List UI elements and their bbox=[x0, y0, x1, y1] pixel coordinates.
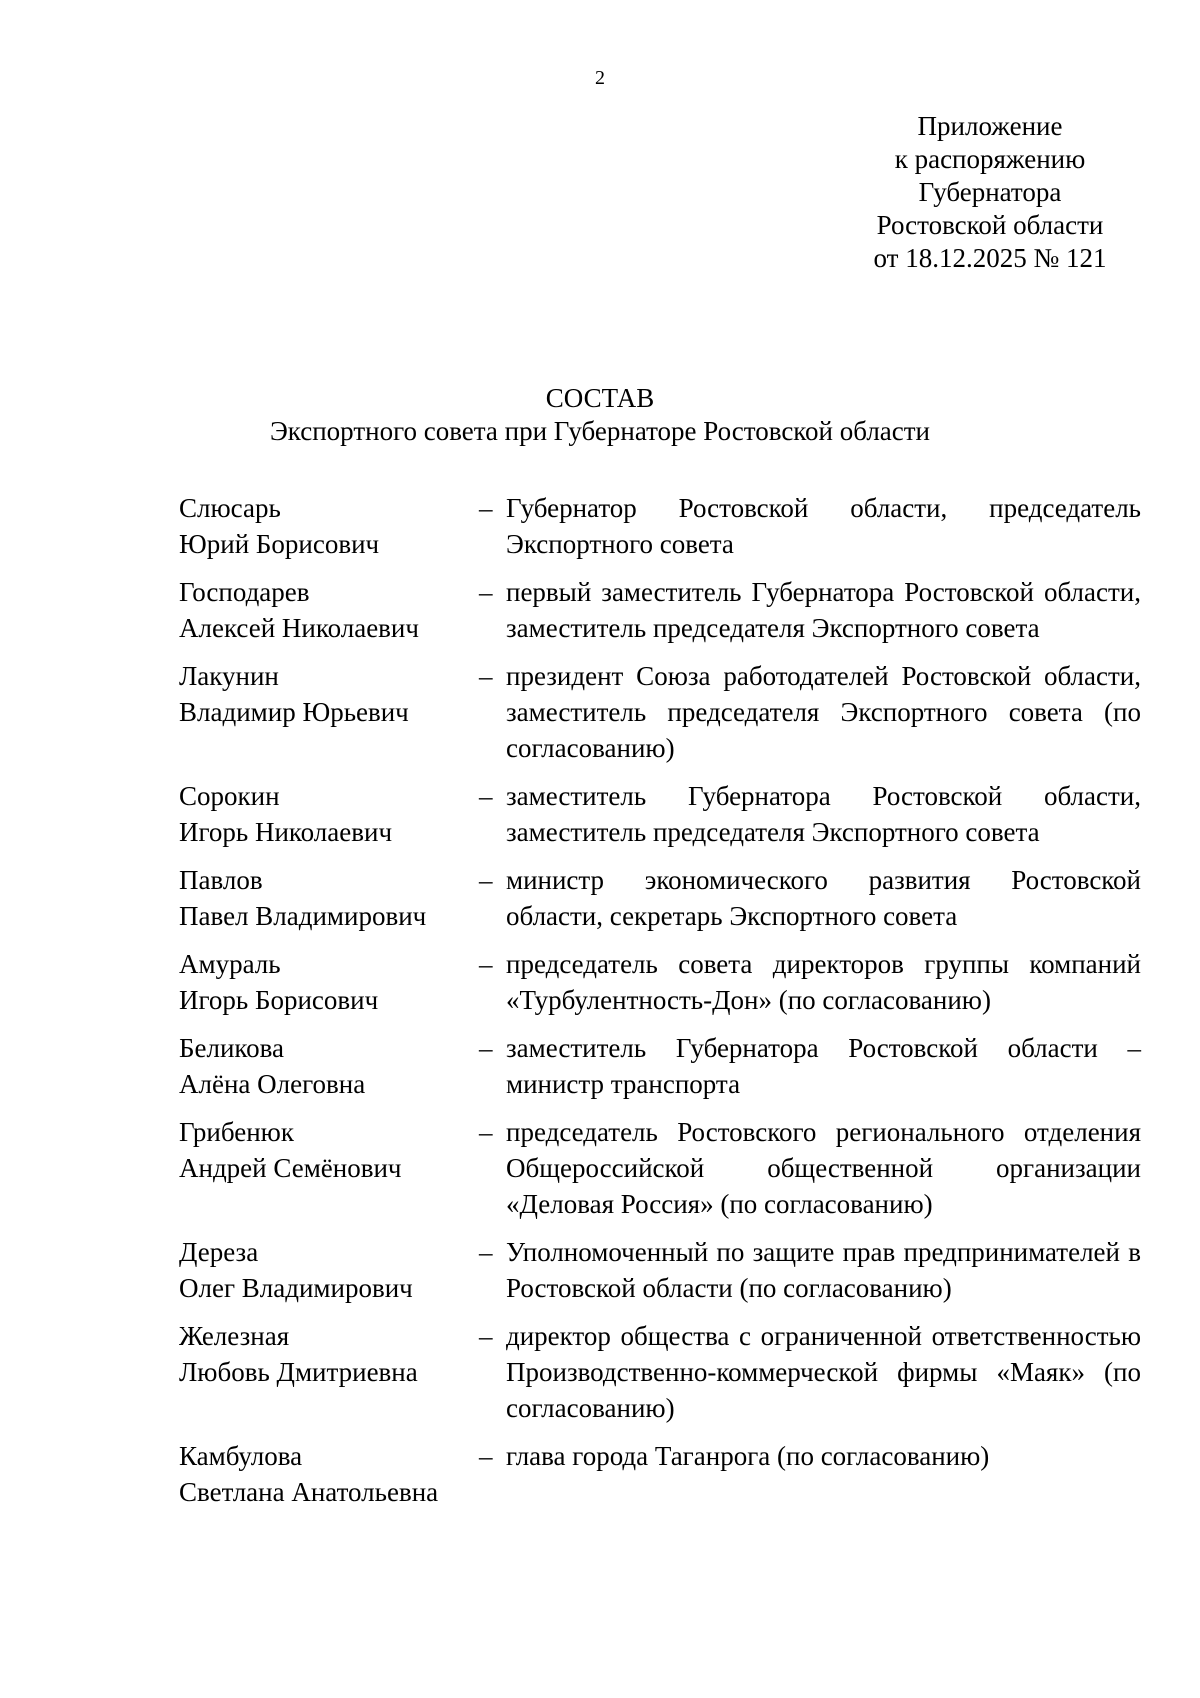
member-row bbox=[179, 1030, 1149, 1102]
member-surname: Павлов bbox=[179, 865, 263, 895]
member-name bbox=[179, 862, 479, 934]
document-subtitle: Экспортного совета при Губернаторе Ростовской области bbox=[269, 416, 931, 446]
member-given-name: Игорь Борисович bbox=[179, 985, 379, 1015]
appendix-line: Ростовской области bbox=[876, 210, 1104, 240]
member-row bbox=[179, 1438, 1149, 1510]
member-role: директор общества с ограниченной ответственностью Производственно-коммерческой фирмы «Маяк» (по согласованию) bbox=[506, 1321, 1141, 1423]
member-row bbox=[179, 862, 1149, 934]
member-row bbox=[179, 778, 1149, 850]
member-name bbox=[179, 658, 479, 766]
member-row bbox=[179, 1318, 1149, 1426]
member-name bbox=[179, 1030, 479, 1102]
member-role: первый заместитель Губернатора Ростовской области, заместитель председателя Экспортного совета bbox=[506, 577, 1141, 643]
member-dash: – bbox=[479, 1237, 493, 1267]
member-role: заместитель Губернатора Ростовской области, заместитель председателя Экспортного совета bbox=[506, 781, 1141, 847]
member-row bbox=[179, 1234, 1149, 1306]
member-dash: – bbox=[479, 661, 493, 691]
member-surname: Сорокин bbox=[179, 781, 280, 811]
member-dash: – bbox=[479, 577, 493, 607]
member-given-name: Юрий Борисович bbox=[179, 529, 380, 559]
member-surname: Камбулова bbox=[179, 1441, 303, 1471]
appendix-line: от 18.12.2025 № 121 bbox=[873, 243, 1107, 273]
members-list bbox=[179, 490, 1149, 1522]
member-role: министр экономического развития Ростовской области, секретарь Экспортного совета bbox=[506, 865, 1141, 931]
member-given-name: Андрей Семёнович bbox=[179, 1153, 402, 1183]
member-row bbox=[179, 490, 1149, 562]
member-dash: – bbox=[479, 865, 493, 895]
member-given-name: Светлана Анатольевна bbox=[179, 1477, 439, 1507]
member-dash: – bbox=[479, 949, 493, 979]
member-dash: – bbox=[479, 1441, 493, 1471]
appendix-block bbox=[820, 110, 1160, 275]
member-name bbox=[179, 946, 479, 1018]
member-role: глава города Таганрога (по согласованию) bbox=[506, 1441, 990, 1471]
member-dash: – bbox=[479, 1117, 493, 1147]
appendix-line: Приложение bbox=[917, 111, 1063, 141]
member-name bbox=[179, 1114, 479, 1222]
member-dash: – bbox=[479, 781, 493, 811]
member-given-name: Алексей Николаевич bbox=[179, 613, 419, 643]
member-name bbox=[179, 1234, 479, 1306]
member-name bbox=[179, 574, 479, 646]
member-name bbox=[179, 490, 479, 562]
member-surname: Дереза bbox=[179, 1237, 259, 1267]
member-given-name: Владимир Юрьевич bbox=[179, 697, 409, 727]
member-surname: Беликова bbox=[179, 1033, 285, 1063]
member-surname: Слюсарь bbox=[179, 493, 281, 523]
document-title: СОСТАВ bbox=[545, 383, 655, 413]
member-surname: Амураль bbox=[179, 949, 281, 979]
member-row bbox=[179, 946, 1149, 1018]
appendix-line: Губернатора bbox=[918, 177, 1062, 207]
member-surname: Железная bbox=[179, 1321, 290, 1351]
member-given-name: Павел Владимирович bbox=[179, 901, 427, 931]
member-role: председатель Ростовского регионального отделения Общероссийской общественной организации «Деловая Россия» (по согласованию) bbox=[506, 1117, 1141, 1219]
member-name bbox=[179, 1318, 479, 1426]
member-name bbox=[179, 778, 479, 850]
member-surname: Господарев bbox=[179, 577, 310, 607]
member-row bbox=[179, 1114, 1149, 1222]
member-surname: Лакунин bbox=[179, 661, 279, 691]
member-role: Губернатор Ростовской области, председатель Экспортного совета bbox=[506, 493, 1141, 559]
member-role: президент Союза работодателей Ростовской области, заместитель председателя Экспортного совета (по согласованию) bbox=[506, 661, 1141, 763]
page-number: 2 bbox=[595, 67, 605, 89]
member-name bbox=[179, 1438, 479, 1510]
member-given-name: Алёна Олеговна bbox=[179, 1069, 366, 1099]
member-row bbox=[179, 658, 1149, 766]
member-role: заместитель Губернатора Ростовской области – министр транспорта bbox=[506, 1033, 1141, 1099]
member-dash: – bbox=[479, 1033, 493, 1063]
member-role: Уполномоченный по защите прав предпринимателей в Ростовской области (по согласованию) bbox=[506, 1237, 1141, 1303]
member-role: председатель совета директоров группы компаний «Турбулентность-Дон» (по согласованию) bbox=[506, 949, 1141, 1015]
member-row bbox=[179, 574, 1149, 646]
appendix-line: к распоряжению bbox=[894, 144, 1086, 174]
member-given-name: Олег Владимирович bbox=[179, 1273, 413, 1303]
member-given-name: Игорь Николаевич bbox=[179, 817, 393, 847]
member-dash: – bbox=[479, 493, 493, 523]
member-given-name: Любовь Дмитриевна bbox=[179, 1357, 418, 1387]
member-surname: Грибенюк bbox=[179, 1117, 294, 1147]
member-dash: – bbox=[479, 1321, 493, 1351]
